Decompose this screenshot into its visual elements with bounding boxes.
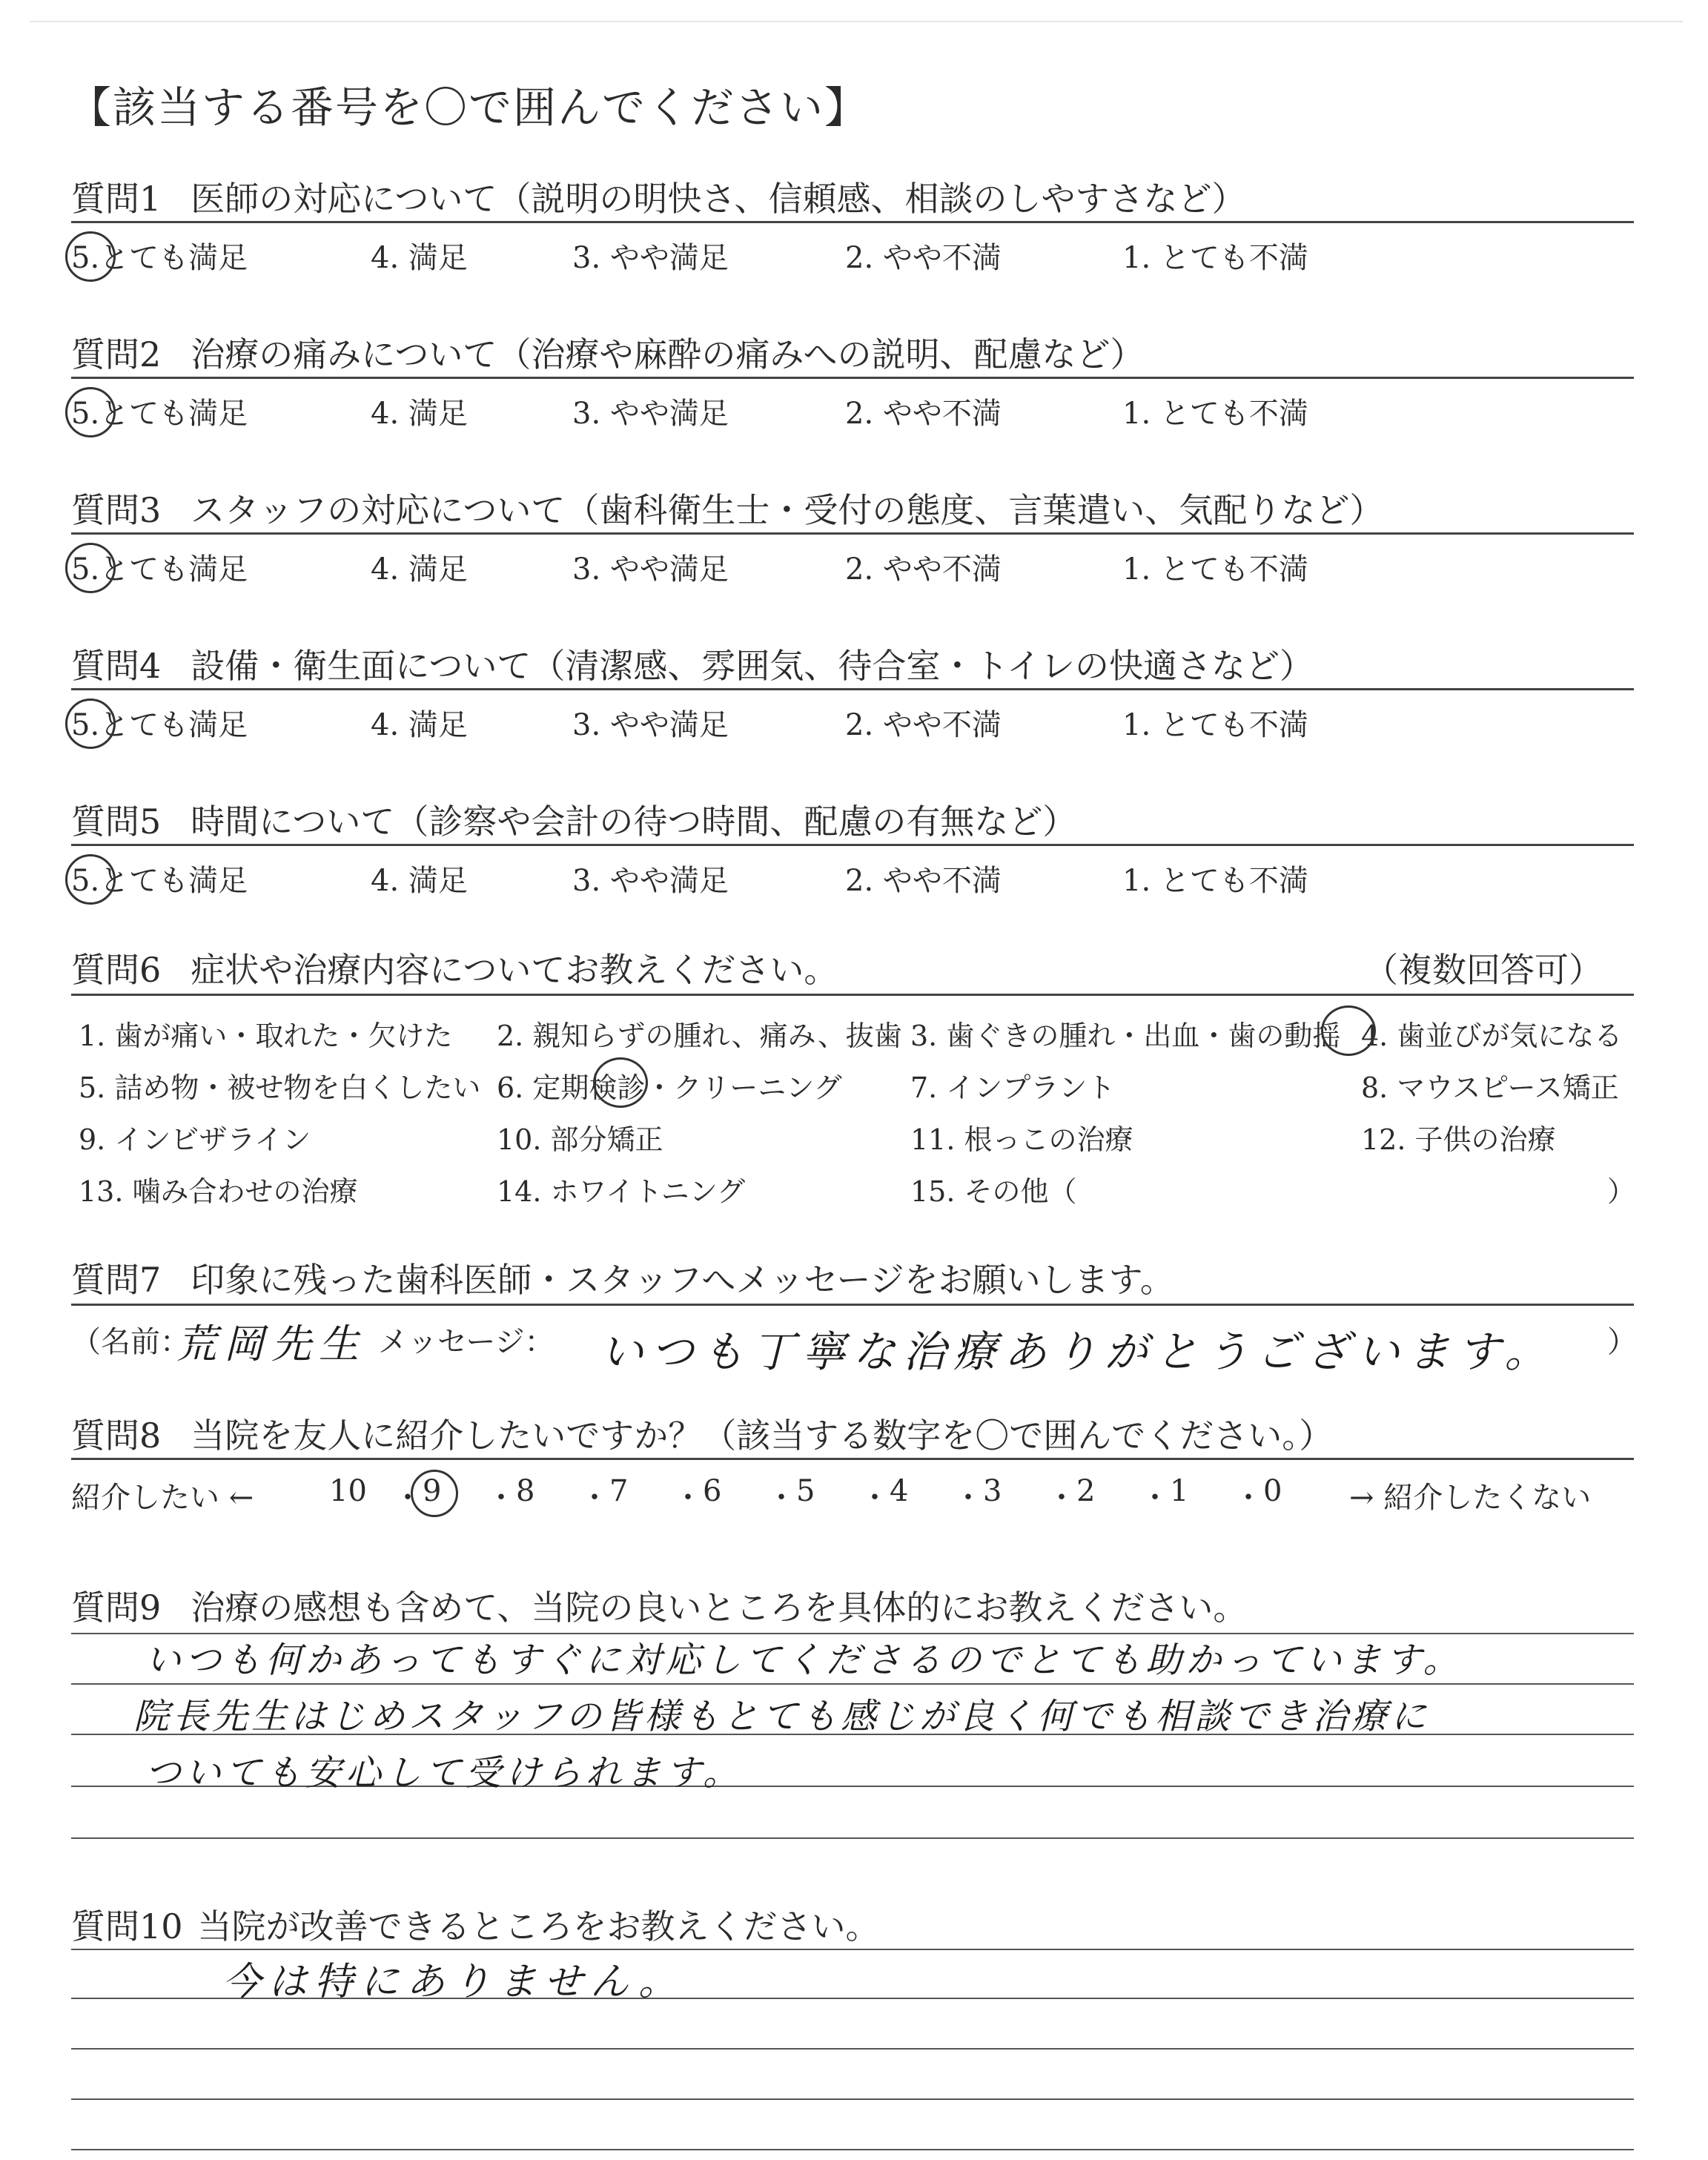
q8-scale-separator: ・ (1140, 1481, 1170, 1515)
q7-message-label: メッセージ： (378, 1325, 555, 1359)
q10-rule-5 (71, 2149, 1634, 2150)
q6-option[interactable]: 11. 根っこの治療 (910, 1123, 1133, 1156)
q8-scale-separator: ・ (860, 1481, 890, 1515)
q10-text: 当院が改善できるところをお教えください。 (197, 1906, 880, 1946)
q6-option[interactable]: 3. 歯ぐきの腫れ・出血・歯の動揺 (910, 1020, 1341, 1052)
answer-circle (65, 854, 116, 905)
q8-label: 質問8 (71, 1416, 162, 1456)
question-label: 質問2 (71, 334, 162, 374)
question-rule (71, 688, 1634, 690)
q6-option[interactable]: 12. 子供の治療 (1361, 1123, 1556, 1156)
q6-option[interactable]: 15. その他（ (910, 1175, 1077, 1208)
rating-option[interactable]: 2. やや不満 (845, 552, 1002, 587)
q6-option[interactable]: ） (1607, 1175, 1636, 1208)
q8-scale-value[interactable]: 4 (890, 1474, 909, 1508)
q7-name-label: （名前： (71, 1325, 190, 1359)
q8-scale-value[interactable]: 5 (796, 1474, 815, 1508)
q9-heading (71, 1581, 1247, 1630)
rating-option[interactable]: 4. 満足 (371, 241, 468, 275)
rating-option[interactable]: 2. やや不満 (845, 708, 1002, 742)
q8-scale-separator: ・ (580, 1481, 609, 1515)
q10-label: 質問10 (71, 1906, 183, 1946)
q6-text: 症状や治療内容についてお教えください。 (191, 950, 838, 990)
rating-option[interactable]: 4. 満足 (371, 397, 468, 431)
q8-scale-separator: ・ (953, 1481, 983, 1515)
rating-option[interactable]: 2. やや不満 (845, 397, 1002, 431)
rating-option[interactable]: 1. とても不満 (1122, 397, 1308, 431)
q9-rule-5 (71, 1837, 1634, 1839)
q6-option[interactable]: 5. 詰め物・被せ物を白くしたい (79, 1071, 481, 1104)
q10-rule-4 (71, 2098, 1634, 2100)
q8-right-label: → 紹介したくない (1349, 1481, 1592, 1515)
answer-circle (411, 1470, 458, 1517)
q6-option[interactable]: 2. 親知らずの腫れ、痛み、抜歯 (497, 1020, 902, 1052)
top-border (30, 21, 1683, 22)
q8-scale-value[interactable]: 6 (703, 1474, 722, 1508)
q8-scale-separator: ・ (393, 1481, 423, 1515)
q8-scale-value[interactable]: 7 (609, 1474, 629, 1508)
q6-rule (71, 994, 1634, 996)
rating-option[interactable]: 4. 満足 (371, 864, 468, 898)
rating-option[interactable]: 3. やや満足 (572, 708, 729, 742)
question-rule (71, 844, 1634, 846)
question-heading (71, 795, 1076, 844)
question-heading (71, 639, 1314, 688)
rating-option[interactable]: 4. 満足 (371, 708, 468, 742)
question-rule (71, 532, 1634, 535)
rating-option[interactable]: 3. やや満足 (572, 864, 729, 898)
q9-label: 質問9 (71, 1588, 162, 1628)
question-text: 設備・衛生面について（清潔感、雰囲気、待合室・トイレの快適さなど） (191, 646, 1314, 686)
q7-text: 印象に残った歯科医師・スタッフへメッセージをお願いします。 (191, 1260, 1174, 1300)
q8-scale-value[interactable]: 9 (423, 1474, 442, 1508)
rating-option[interactable]: 1. とても不満 (1122, 708, 1308, 742)
q6-option[interactable]: 14. ホワイトニング (497, 1175, 746, 1208)
question-text: スタッフの対応について（歯科衛生士・受付の態度、言葉遣い、気配りなど） (191, 490, 1384, 530)
q9-answer-line-2: 院長先生はじめスタッフの皆様もとても感じが良く何でも相談でき治療に (133, 1696, 1431, 1737)
q6-note: （複数回答可） (1364, 950, 1603, 990)
q6-option[interactable]: 10. 部分矯正 (497, 1123, 663, 1156)
answer-circle (1321, 1005, 1376, 1056)
q10-heading (71, 1900, 880, 1949)
q6-option[interactable]: 4. 歯並びが気になる (1361, 1020, 1623, 1052)
q8-scale-value[interactable]: 10 (329, 1474, 367, 1508)
q9-answer-line-3: ついても安心して受けられます。 (145, 1752, 744, 1794)
rating-option[interactable]: 5.とても満足 (71, 397, 248, 431)
rating-option[interactable]: 5.とても満足 (71, 241, 248, 275)
q6-option[interactable]: 13. 噛み合わせの治療 (79, 1175, 358, 1208)
q6-option[interactable]: 7. インプラント (910, 1071, 1116, 1104)
rating-option[interactable]: 5.とても満足 (71, 552, 248, 587)
answer-circle (65, 543, 116, 593)
q6-option[interactable]: 1. 歯が痛い・取れた・欠けた (79, 1020, 453, 1052)
answer-circle (65, 231, 116, 282)
q8-scale-value[interactable]: 3 (983, 1474, 1002, 1508)
question-heading (71, 172, 1246, 221)
question-label: 質問4 (71, 646, 162, 686)
answer-circle (65, 698, 116, 749)
q8-scale-value[interactable]: 0 (1263, 1474, 1282, 1508)
question-rule (71, 377, 1634, 379)
question-text: 治療の痛みについて（治療や麻酔の痛みへの説明、配慮など） (191, 334, 1145, 374)
q8-scale-value[interactable]: 8 (516, 1474, 535, 1508)
rating-option[interactable]: 1. とても不満 (1122, 241, 1308, 275)
question-rule (71, 221, 1634, 223)
q7-name-value: 荒岡先生 (176, 1321, 366, 1367)
q10-answer: 今は特にありません。 (222, 1960, 685, 2004)
question-text: 医師の対応について（説明の明快さ、信頼感、相談のしやすさなど） (191, 179, 1246, 219)
q7-message-value: いつも丁寧な治療ありがとうございます。 (600, 1327, 1555, 1377)
question-label: 質問1 (71, 179, 162, 219)
q8-scale-value[interactable]: 1 (1170, 1474, 1189, 1508)
question-heading (71, 328, 1144, 377)
question-label: 質問5 (71, 802, 162, 842)
rating-option[interactable]: 2. やや不満 (845, 864, 1002, 898)
q8-heading (71, 1409, 1333, 1458)
q8-scale-separator: ・ (673, 1481, 703, 1515)
rating-option[interactable]: 5.とても満足 (71, 708, 248, 742)
rating-option[interactable]: 5.とても満足 (71, 864, 248, 898)
q9-answer-line-1: いつも何かあってもすぐに対応してくださるのでとても助かっています。 (145, 1639, 1463, 1681)
q6-option[interactable]: 6. 定期検診・クリーニング (497, 1071, 842, 1104)
q7-heading (71, 1253, 1174, 1302)
q6-option[interactable]: 8. マウスピース矯正 (1361, 1071, 1619, 1104)
q6-heading (71, 943, 838, 992)
rating-option[interactable]: 2. やや不満 (845, 241, 1002, 275)
q8-scale-separator: ・ (767, 1481, 796, 1515)
q8-scale-separator: ・ (1047, 1481, 1076, 1515)
q8-rule (71, 1458, 1634, 1460)
q9-rule-2 (71, 1683, 1634, 1685)
rating-option[interactable]: 3. やや満足 (572, 241, 729, 275)
q8-scale-separator: ・ (1234, 1481, 1263, 1515)
q7-close: ） (1607, 1325, 1637, 1359)
q8-scale-separator: ・ (486, 1481, 516, 1515)
q6-option[interactable]: 9. インビザライン (79, 1123, 311, 1156)
answer-circle (593, 1057, 648, 1108)
rating-option[interactable]: 1. とても不満 (1122, 552, 1308, 587)
question-label: 質問3 (71, 490, 162, 530)
answer-circle (65, 387, 116, 437)
rating-option[interactable]: 4. 満足 (371, 552, 468, 587)
q8-scale-value[interactable]: 2 (1076, 1474, 1096, 1508)
question-text: 時間について（診察や会計の待つ時間、配慮の有無など） (191, 802, 1077, 842)
q7-label: 質問7 (71, 1260, 162, 1300)
q10-rule-3 (71, 2048, 1634, 2050)
q6-label: 質問6 (71, 950, 162, 990)
q8-text: 当院を友人に紹介したいですか？（該当する数字を〇で囲んでください。） (191, 1416, 1334, 1456)
question-heading (71, 483, 1383, 532)
rating-option[interactable]: 3. やや満足 (572, 552, 729, 587)
page-title: 【該当する番号を〇で囲んでください】 (68, 82, 870, 133)
rating-option[interactable]: 3. やや満足 (572, 397, 729, 431)
q9-text: 治療の感想も含めて、当院の良いところを具体的にお教えください。 (191, 1588, 1248, 1628)
q7-rule (71, 1304, 1634, 1306)
q8-left-label: 紹介したい ← (71, 1481, 254, 1515)
rating-option[interactable]: 1. とても不満 (1122, 864, 1308, 898)
